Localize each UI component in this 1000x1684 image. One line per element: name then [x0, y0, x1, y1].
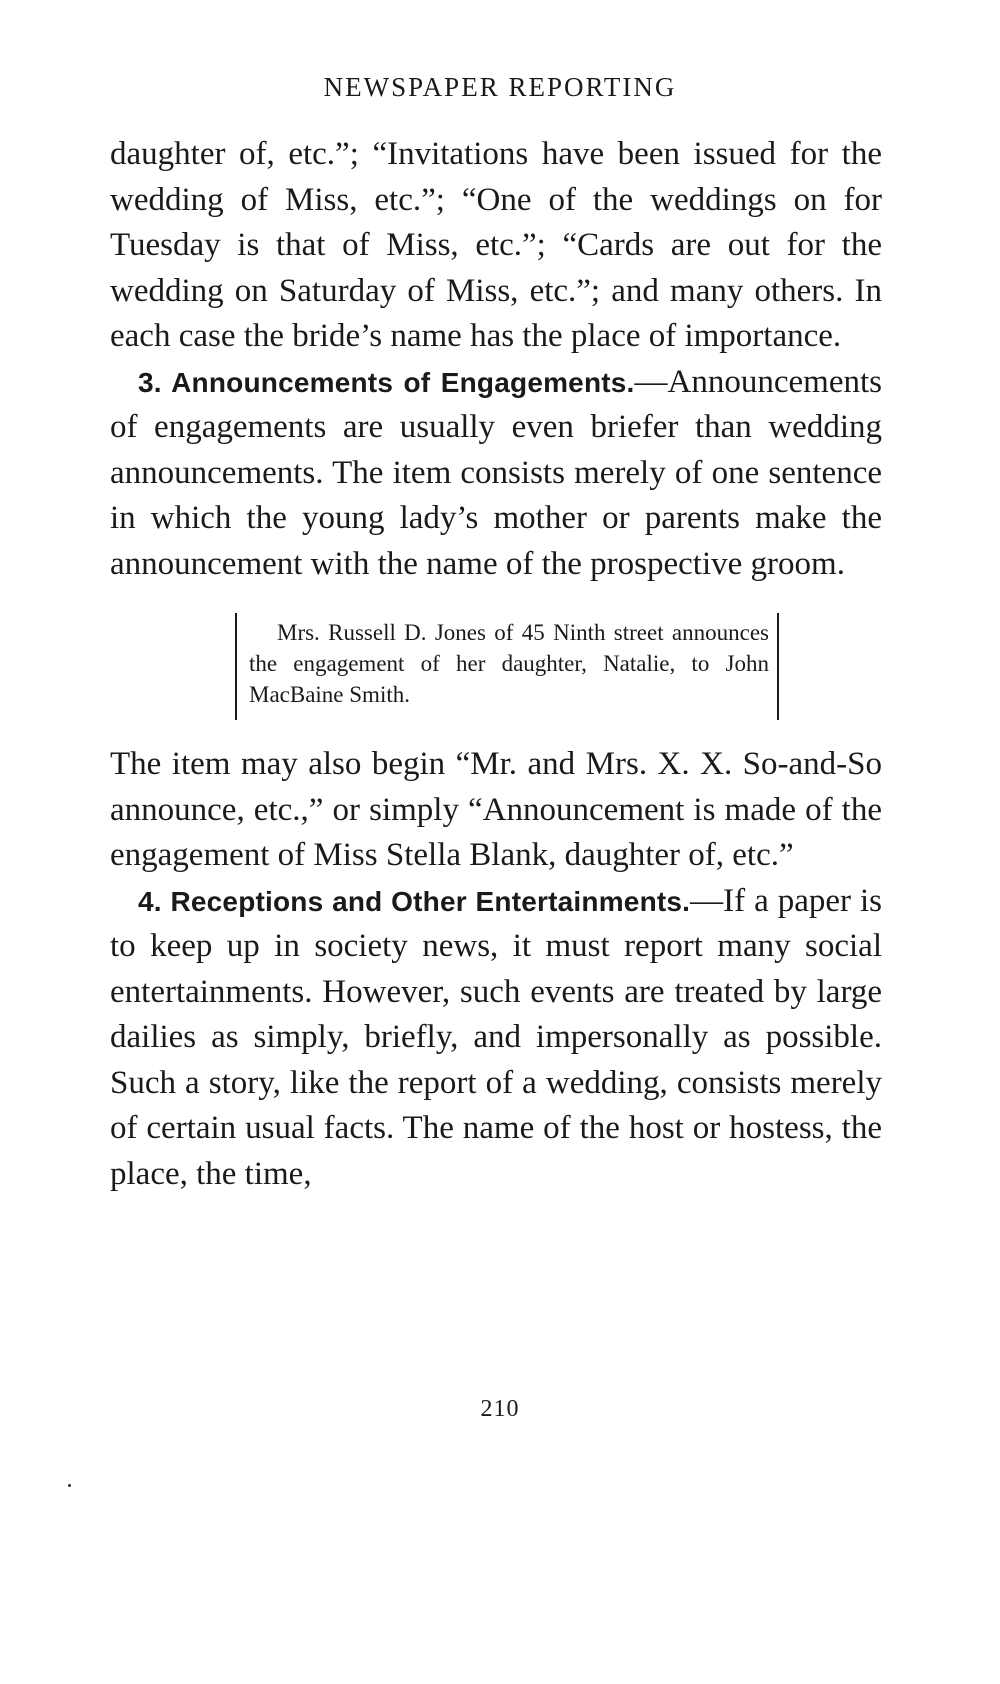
section-heading-receptions: 4. Receptions and Other Entertainments. — [138, 885, 691, 917]
body-text — [110, 132, 882, 1197]
section-heading-engagements: 3. Announcements of Engagements. — [138, 366, 635, 398]
running-head: NEWSPAPER REPORTING — [323, 72, 677, 102]
paragraph-receptions-body: —If a paper is to keep up in society news, it must report many social entertainments. However, such events are treated by large dailies as simply, briefly, and impersonally as possible. Such a story, like the report of a wedding, consists merely of certain usual facts. The name of the host or hostess, the place, the time, — [110, 882, 883, 1192]
example-announcement-text: Mrs. Russell D. Jones of 45 Ninth street announces the engagement of her daughter, Natalie, to John MacBaine Smith. — [249, 620, 769, 707]
paragraph-continuation: daughter of, etc.”; “Invitations have been issued for the wedding of Miss, etc.”; “One of the weddings on for Tuesday is that of Miss, etc.”; “Cards are out for the wedding on Saturday of Miss, etc.”; and many others. In each case the bride’s name has the place of importance. — [110, 136, 882, 354]
paragraph-engagements — [110, 360, 882, 588]
paragraph-alternatives: The item may also begin “Mr. and Mrs. X. X. So-and-So announce, etc.,” or simply “Announcement is made of the engagement of Miss Stella Blank, daughter of, etc.” — [110, 746, 882, 873]
paragraph-engagements-body: —Announcements of engagements are usually even briefer than wedding announcements. The item consists merely of one sentence in which the young lady’s mother or parents make the announcement with the name of the prospective groom. — [110, 363, 882, 582]
page-number: 210 — [480, 1396, 520, 1422]
example-announcement-box — [235, 613, 779, 720]
paragraph-receptions — [110, 879, 882, 1198]
print-speck — [68, 1484, 71, 1487]
